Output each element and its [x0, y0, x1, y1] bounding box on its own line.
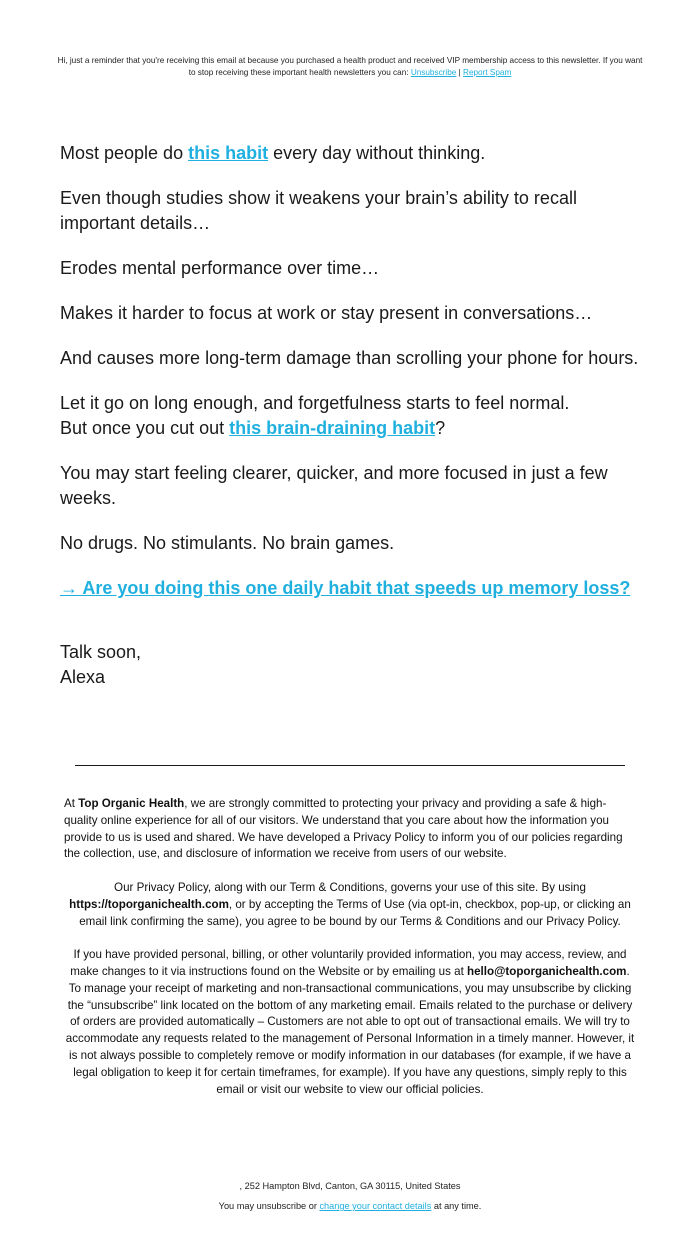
p6-after: ? — [435, 418, 446, 438]
legal-p1-before: At — [64, 797, 79, 810]
footer-unsub-after: at any time. — [431, 1201, 482, 1211]
footer-unsubscribe — [0, 1201, 700, 1211]
body-paragraph-7: You may start feeling clearer, quicker, and more focused in just a few weeks. — [60, 463, 608, 508]
body-paragraph-6 — [60, 391, 650, 441]
brain-draining-habit-link[interactable]: this brain-draining habit — [229, 418, 436, 438]
signoff — [60, 640, 141, 690]
this-habit-link[interactable]: this habit — [188, 143, 269, 163]
legal-p3-before: If you have provided personal, billing, or other voluntarily provided information, you may access, review, and make changes to it via instructions found on the Website or by emailing us at — [70, 948, 627, 978]
legal-paragraph-1 — [64, 796, 636, 863]
p1-before: Most people do — [60, 143, 189, 163]
body-paragraph-4: Makes it harder to focus at work or stay present in conversations… — [60, 303, 593, 323]
preheader-text: Hi, just a reminder that you're receiving this email at because you purchased a health product and received VIP membership access to this newsletter. If you want to stop receiving these important health newsletters you can: — [57, 56, 643, 77]
preheader-separator: | — [458, 68, 461, 77]
change-contact-details-link[interactable]: change your contact details — [319, 1201, 432, 1211]
cta-paragraph — [60, 576, 650, 601]
legal-paragraph-2 — [64, 880, 636, 930]
signoff-name: Alexa — [60, 667, 106, 687]
footer-address: , 252 Hampton Blvd, Canton, GA 30115, United States — [239, 1181, 461, 1191]
p6-line-1: Let it go on long enough, and forgetfulness starts to feel normal. — [60, 393, 570, 413]
section-divider — [75, 765, 625, 766]
report-spam-link[interactable]: Report Spam — [463, 68, 512, 77]
brand-name: Top Organic Health — [78, 797, 185, 810]
legal-p2-after: , or by accepting the Terms of Use (via opt-in, checkbox, pop-up, or clicking an email link confirming the same), you agree to be bound by our Terms & Conditions and our Privacy Policy. — [79, 897, 631, 928]
preheader-notice — [56, 55, 644, 79]
body-paragraph-5: And causes more long-term damage than scrolling your phone for hours. — [60, 348, 639, 368]
body-paragraph-1 — [60, 141, 650, 166]
body-paragraph-3: Erodes mental performance over time… — [60, 258, 380, 278]
legal-p3-after: . To manage your receipt of marketing and non-transactional communications, you may unsubscribe by clicking the “unsubscribe” link located on the bottom of any marketing email. Emails related to the purchase or delivery of orders are provided automatically – Customers are not able to opt out of transactional emails. We will try to accommodate any requests related to the management of Personal Information in a timely manner. However, it is not always possible to completely remove or modify information in our databases (for example, if we have a legal obligation to keep it for certain timeframes, for example). If you have any questions, simply reply to this email or visit our website to view our official policies. — [65, 964, 635, 1096]
unsubscribe-link[interactable]: Unsubscribe — [410, 68, 457, 77]
footer-unsub-before: You may unsubscribe or — [218, 1201, 320, 1211]
p6-before: But once you cut out — [60, 418, 230, 438]
body-paragraph-8: No drugs. No stimulants. No brain games. — [60, 533, 395, 553]
body-paragraph-2: Even though studies show it weakens your brain’s ability to recall important details… — [60, 188, 577, 233]
cta-link[interactable]: → Are you doing this one daily habit that speeds up memory loss? — [60, 578, 631, 598]
contact-email: hello@toporganichealth.com — [467, 964, 627, 978]
legal-paragraph-3 — [64, 947, 636, 1098]
p1-after: every day without thinking. — [268, 143, 486, 163]
signoff-closing: Talk soon, — [60, 642, 142, 662]
legal-section — [64, 796, 636, 1115]
legal-p1-after: , we are strongly committed to protecting your privacy and providing a safe & high-quality online experience for all of our visitors. We understand that you care about how the information you provide to us is used and shared. We have developed a Privacy Policy to inform you of our policies regarding the collection, use, and disclosure of information we receive from users of our website. — [64, 797, 623, 861]
site-url: https://toporganichealth.com — [69, 897, 229, 911]
legal-p2-before: Our Privacy Policy, along with our Term & Conditions, governs your use of this site. By using — [114, 880, 586, 894]
email-body — [60, 141, 650, 601]
